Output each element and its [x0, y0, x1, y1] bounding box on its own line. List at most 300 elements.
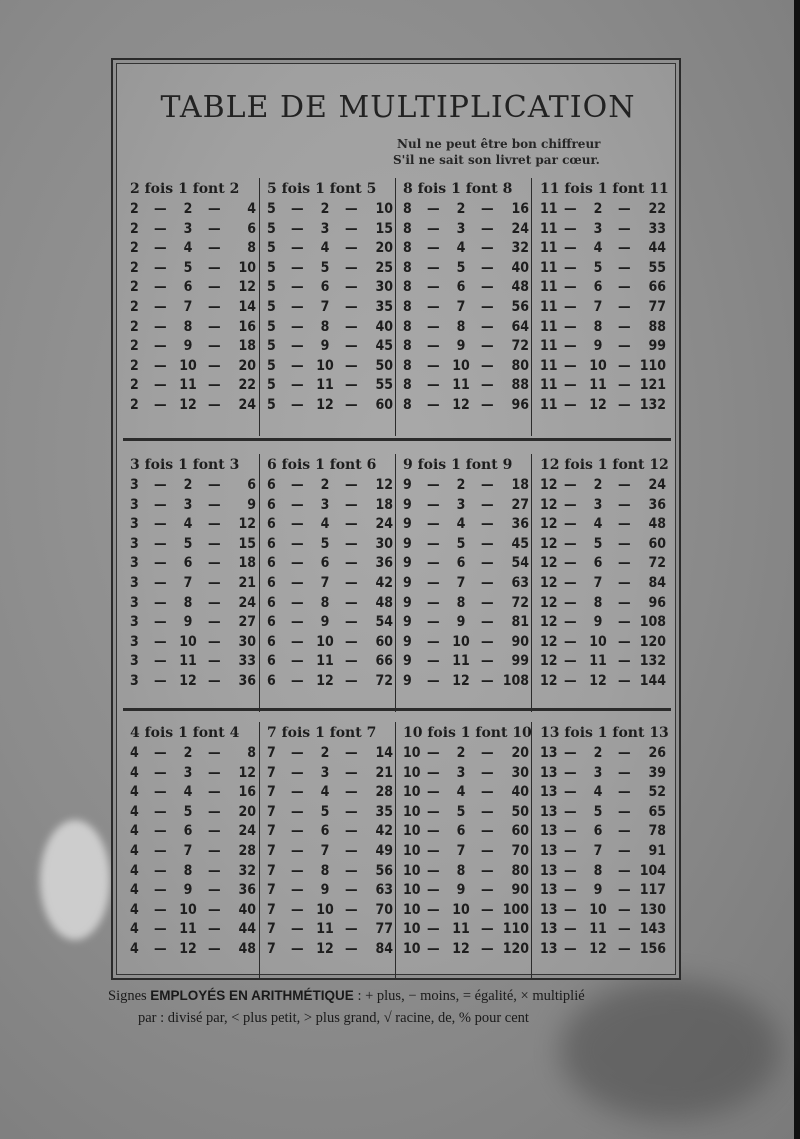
row-factor: 5	[267, 259, 276, 276]
row-dash: —	[564, 594, 577, 611]
row-dash: —	[291, 574, 304, 591]
table-row	[540, 200, 670, 220]
table-row	[403, 672, 533, 692]
row-dash: —	[564, 633, 577, 650]
table-row	[403, 881, 533, 901]
row-multiplier: 4	[320, 516, 330, 533]
row-multiplier: 2	[456, 477, 466, 493]
row-factor: 3	[130, 555, 139, 572]
table-row	[540, 496, 670, 516]
row-factor: 13	[540, 901, 558, 918]
row-product: 8	[247, 745, 256, 761]
header-fois: fois	[144, 457, 174, 473]
row-multiplier: 12	[316, 672, 334, 689]
row-dash: —	[291, 555, 304, 572]
row-dash: —	[481, 298, 494, 315]
row-dash: —	[564, 220, 577, 237]
row-factor: 11	[540, 357, 558, 374]
row-factor: 9	[403, 535, 412, 552]
row-factor: 10	[403, 842, 421, 859]
row-multiplier: 7	[320, 842, 330, 859]
row-multiplier: 6	[593, 555, 603, 572]
row-multiplier: 7	[183, 574, 193, 591]
row-dash: —	[427, 535, 440, 552]
row-factor: 4	[130, 921, 139, 938]
row-multiplier: 3	[456, 764, 466, 781]
table-row	[540, 298, 670, 318]
row-multiplier: 4	[183, 240, 193, 257]
header-result: 3	[229, 457, 240, 473]
table-row	[267, 783, 397, 803]
row-factor: 8	[403, 338, 412, 355]
row-product: 60	[648, 535, 666, 552]
section-rule	[123, 708, 671, 711]
row-product: 56	[375, 862, 393, 879]
row-dash: —	[345, 784, 358, 801]
header-factor: 2	[130, 181, 140, 197]
row-dash: —	[291, 823, 304, 840]
row-multiplier: 4	[593, 784, 603, 801]
row-multiplier: 6	[456, 823, 466, 840]
row-product: 40	[375, 318, 393, 335]
row-dash: —	[291, 921, 304, 938]
table-row	[540, 220, 670, 240]
row-dash: —	[481, 633, 494, 650]
row-product: 52	[648, 784, 666, 801]
row-dash: —	[208, 940, 221, 957]
row-factor: 10	[403, 940, 421, 957]
row-multiplier: 10	[589, 633, 607, 650]
row-dash: —	[481, 784, 494, 801]
footer-signs: : + plus, − moins, = égalité, × multiplié	[353, 988, 585, 1004]
row-dash: —	[427, 496, 440, 513]
row-multiplier: 3	[183, 220, 193, 237]
table-row	[130, 200, 260, 220]
row-product: 90	[511, 882, 529, 899]
row-product: 70	[375, 901, 393, 918]
table-row	[403, 396, 533, 416]
header-font: font	[465, 181, 498, 197]
row-multiplier: 12	[316, 396, 334, 413]
table-column	[130, 178, 260, 416]
row-dash: —	[564, 535, 577, 552]
row-dash: —	[564, 653, 577, 670]
row-product: 50	[375, 357, 393, 374]
row-multiplier: 9	[593, 614, 603, 631]
row-dash: —	[481, 594, 494, 611]
table-row	[403, 200, 533, 220]
table-row	[403, 920, 533, 940]
table-row	[130, 881, 260, 901]
row-multiplier: 10	[179, 901, 197, 918]
header-one: 1	[460, 725, 471, 741]
header-result: 2	[229, 181, 240, 197]
row-dash: —	[481, 259, 494, 276]
table-row	[267, 278, 397, 298]
row-dash: —	[618, 921, 631, 938]
row-product: 132	[639, 653, 666, 670]
row-factor: 6	[267, 672, 276, 689]
table-row	[130, 535, 260, 555]
row-dash: —	[208, 396, 221, 413]
row-multiplier: 9	[593, 338, 603, 355]
row-dash: —	[208, 882, 221, 899]
row-factor: 12	[540, 614, 558, 631]
row-dash: —	[291, 377, 304, 394]
row-dash: —	[345, 653, 358, 670]
row-dash: —	[154, 201, 167, 217]
row-dash: —	[345, 633, 358, 650]
table-row	[403, 901, 533, 921]
table-column	[403, 178, 533, 416]
row-factor: 9	[403, 614, 412, 631]
row-dash: —	[208, 357, 221, 374]
row-product: 63	[375, 882, 393, 899]
row-dash: —	[618, 318, 631, 335]
row-product: 130	[639, 901, 666, 918]
row-dash: —	[208, 477, 221, 493]
row-dash: —	[154, 318, 167, 335]
row-product: 30	[238, 633, 256, 650]
row-multiplier: 9	[456, 614, 466, 631]
table-block	[125, 722, 669, 968]
table-row	[540, 396, 670, 416]
row-factor: 10	[403, 901, 421, 918]
table-row	[403, 496, 533, 516]
row-factor: 2	[130, 240, 139, 257]
row-factor: 5	[267, 240, 276, 257]
table-row	[130, 515, 260, 535]
row-product: 44	[238, 921, 256, 938]
row-dash: —	[291, 516, 304, 533]
row-multiplier: 6	[183, 555, 193, 572]
row-factor: 13	[540, 862, 558, 879]
table-row	[403, 822, 533, 842]
row-dash: —	[618, 764, 631, 781]
row-factor: 6	[267, 574, 276, 591]
table-row	[130, 318, 260, 338]
header-font: font	[475, 725, 508, 741]
table-row	[130, 803, 260, 823]
row-multiplier: 10	[316, 901, 334, 918]
row-product: 64	[511, 318, 529, 335]
row-multiplier: 8	[320, 862, 330, 879]
table-row	[403, 744, 533, 764]
row-multiplier: 5	[593, 535, 603, 552]
row-dash: —	[154, 862, 167, 879]
row-factor: 8	[403, 377, 412, 394]
row-dash: —	[618, 516, 631, 533]
row-product: 12	[238, 764, 256, 781]
row-multiplier: 5	[183, 259, 193, 276]
header-result: 8	[502, 181, 513, 197]
table-row	[267, 554, 397, 574]
table-column	[540, 454, 670, 692]
header-fois: fois	[417, 181, 447, 197]
row-dash: —	[345, 279, 358, 296]
row-dash: —	[291, 745, 304, 761]
table-row	[267, 842, 397, 862]
row-dash: —	[291, 279, 304, 296]
row-factor: 8	[403, 220, 412, 237]
table-row	[403, 862, 533, 882]
row-factor: 3	[130, 574, 139, 591]
header-fois: fois	[564, 181, 593, 197]
row-multiplier: 7	[183, 842, 193, 859]
row-product: 24	[648, 477, 666, 493]
row-dash: —	[208, 823, 221, 840]
row-dash: —	[618, 220, 631, 237]
header-factor: 10	[403, 725, 423, 741]
row-dash: —	[345, 764, 358, 781]
row-dash: —	[345, 614, 358, 631]
row-product: 26	[648, 745, 666, 761]
row-dash: —	[427, 396, 440, 413]
row-product: 15	[375, 220, 393, 237]
row-dash: —	[427, 803, 440, 820]
row-multiplier: 12	[452, 940, 470, 957]
row-dash: —	[291, 535, 304, 552]
row-dash: —	[208, 745, 221, 761]
row-multiplier: 4	[456, 240, 466, 257]
row-dash: —	[345, 259, 358, 276]
row-dash: —	[291, 396, 304, 413]
row-dash: —	[481, 882, 494, 899]
table-row	[130, 376, 260, 396]
row-product: 96	[511, 396, 529, 413]
row-product: 70	[511, 842, 529, 859]
row-dash: —	[154, 594, 167, 611]
row-dash: —	[208, 633, 221, 650]
row-dash: —	[481, 921, 494, 938]
row-factor: 5	[267, 298, 276, 315]
row-dash: —	[154, 921, 167, 938]
table-row	[403, 239, 533, 259]
row-multiplier: 2	[183, 201, 193, 217]
row-multiplier: 3	[320, 496, 330, 513]
table-row	[540, 259, 670, 279]
row-dash: —	[618, 633, 631, 650]
row-factor: 3	[130, 672, 139, 689]
header-one: 1	[315, 181, 325, 197]
header-one: 1	[451, 181, 461, 197]
row-factor: 4	[130, 842, 139, 859]
row-dash: —	[427, 555, 440, 572]
table-row	[267, 496, 397, 516]
row-multiplier: 3	[593, 496, 603, 513]
row-dash: —	[291, 477, 304, 493]
table-row	[403, 278, 533, 298]
header-font: font	[329, 181, 362, 197]
row-multiplier: 7	[456, 842, 466, 859]
row-multiplier: 12	[179, 940, 197, 957]
header-fois: fois	[427, 725, 456, 741]
row-dash: —	[618, 496, 631, 513]
row-multiplier: 5	[456, 803, 466, 820]
row-dash: —	[564, 940, 577, 957]
row-dash: —	[427, 240, 440, 257]
row-multiplier: 5	[183, 535, 193, 552]
row-product: 39	[648, 764, 666, 781]
row-factor: 11	[540, 298, 558, 315]
table-column	[267, 178, 397, 416]
row-dash: —	[427, 633, 440, 650]
row-dash: —	[208, 240, 221, 257]
header-fois: fois	[144, 725, 174, 741]
row-multiplier: 8	[183, 318, 193, 335]
table-header	[267, 178, 397, 200]
row-dash: —	[618, 882, 631, 899]
row-factor: 10	[403, 745, 421, 761]
row-factor: 2	[130, 318, 139, 335]
row-dash: —	[564, 672, 577, 689]
row-dash: —	[427, 318, 440, 335]
row-dash: —	[618, 477, 631, 493]
row-factor: 10	[403, 784, 421, 801]
row-multiplier: 6	[320, 823, 330, 840]
row-product: 91	[648, 842, 666, 859]
table-block	[125, 454, 669, 700]
table-row	[540, 239, 670, 259]
row-dash: —	[208, 220, 221, 237]
row-dash: —	[208, 298, 221, 315]
table-row	[267, 920, 397, 940]
row-dash: —	[618, 862, 631, 879]
row-factor: 3	[130, 516, 139, 533]
row-dash: —	[427, 614, 440, 631]
row-dash: —	[345, 901, 358, 918]
row-factor: 5	[267, 377, 276, 394]
row-factor: 6	[267, 516, 276, 533]
row-product: 22	[238, 377, 256, 394]
row-dash: —	[291, 784, 304, 801]
row-multiplier: 2	[183, 477, 193, 493]
row-product: 36	[375, 555, 393, 572]
row-product: 55	[648, 259, 666, 276]
row-product: 81	[511, 614, 529, 631]
row-product: 6	[247, 220, 256, 237]
row-multiplier: 10	[589, 357, 607, 374]
table-row	[403, 764, 533, 784]
row-multiplier: 6	[593, 823, 603, 840]
row-multiplier: 9	[183, 882, 193, 899]
table-row	[540, 862, 670, 882]
row-product: 15	[238, 535, 256, 552]
row-multiplier: 12	[589, 396, 607, 413]
row-dash: —	[154, 298, 167, 315]
row-dash: —	[345, 672, 358, 689]
row-dash: —	[154, 220, 167, 237]
header-font: font	[192, 181, 225, 197]
table-row	[540, 744, 670, 764]
row-product: 99	[648, 338, 666, 355]
row-product: 42	[375, 823, 393, 840]
table-row	[130, 633, 260, 653]
table-row	[267, 574, 397, 594]
row-multiplier: 5	[320, 803, 330, 820]
row-dash: —	[481, 764, 494, 781]
row-dash: —	[208, 764, 221, 781]
header-factor: 13	[540, 725, 560, 741]
row-product: 28	[375, 784, 393, 801]
row-dash: —	[618, 298, 631, 315]
table-column	[403, 722, 533, 960]
row-product: 30	[375, 535, 393, 552]
header-result: 12	[649, 457, 669, 473]
row-product: 12	[375, 477, 393, 493]
table-header	[403, 178, 533, 200]
table-row	[267, 613, 397, 633]
row-product: 66	[375, 653, 393, 670]
row-dash: —	[564, 338, 577, 355]
row-multiplier: 5	[320, 259, 330, 276]
row-dash: —	[154, 653, 167, 670]
table-column	[403, 454, 533, 692]
row-factor: 2	[130, 259, 139, 276]
row-multiplier: 4	[183, 516, 193, 533]
row-product: 72	[375, 672, 393, 689]
row-dash: —	[291, 672, 304, 689]
table-row	[540, 535, 670, 555]
row-product: 84	[648, 574, 666, 591]
row-product: 10	[238, 259, 256, 276]
table-row	[267, 337, 397, 357]
table-row	[403, 803, 533, 823]
row-dash: —	[345, 377, 358, 394]
header-result: 5	[366, 181, 377, 197]
row-product: 30	[375, 279, 393, 296]
row-dash: —	[481, 862, 494, 879]
table-row	[267, 259, 397, 279]
row-factor: 10	[403, 823, 421, 840]
row-dash: —	[564, 784, 577, 801]
row-factor: 9	[403, 633, 412, 650]
row-dash: —	[618, 901, 631, 918]
row-multiplier: 9	[456, 882, 466, 899]
row-factor: 11	[540, 201, 558, 217]
row-product: 48	[375, 594, 393, 611]
row-multiplier: 9	[320, 882, 330, 899]
row-multiplier: 8	[593, 594, 603, 611]
row-dash: —	[208, 594, 221, 611]
table-row	[540, 515, 670, 535]
header-font: font	[612, 457, 645, 473]
row-dash: —	[154, 672, 167, 689]
row-dash: —	[427, 279, 440, 296]
header-factor: 9	[403, 457, 413, 473]
header-one: 1	[597, 725, 608, 741]
row-multiplier: 4	[320, 784, 330, 801]
table-row	[403, 633, 533, 653]
row-dash: —	[345, 318, 358, 335]
footer-line-1	[108, 985, 688, 1007]
header-factor: 7	[267, 725, 277, 741]
table-row	[130, 278, 260, 298]
table-row	[130, 862, 260, 882]
row-product: 120	[502, 940, 529, 957]
row-dash: —	[291, 496, 304, 513]
row-dash: —	[208, 921, 221, 938]
row-dash: —	[427, 357, 440, 374]
row-multiplier: 8	[456, 318, 466, 335]
header-fois: fois	[281, 181, 311, 197]
row-dash: —	[345, 940, 358, 957]
row-factor: 5	[267, 396, 276, 413]
header-one: 1	[315, 725, 325, 741]
row-factor: 4	[130, 882, 139, 899]
row-multiplier: 12	[589, 940, 607, 957]
row-multiplier: 3	[456, 220, 466, 237]
